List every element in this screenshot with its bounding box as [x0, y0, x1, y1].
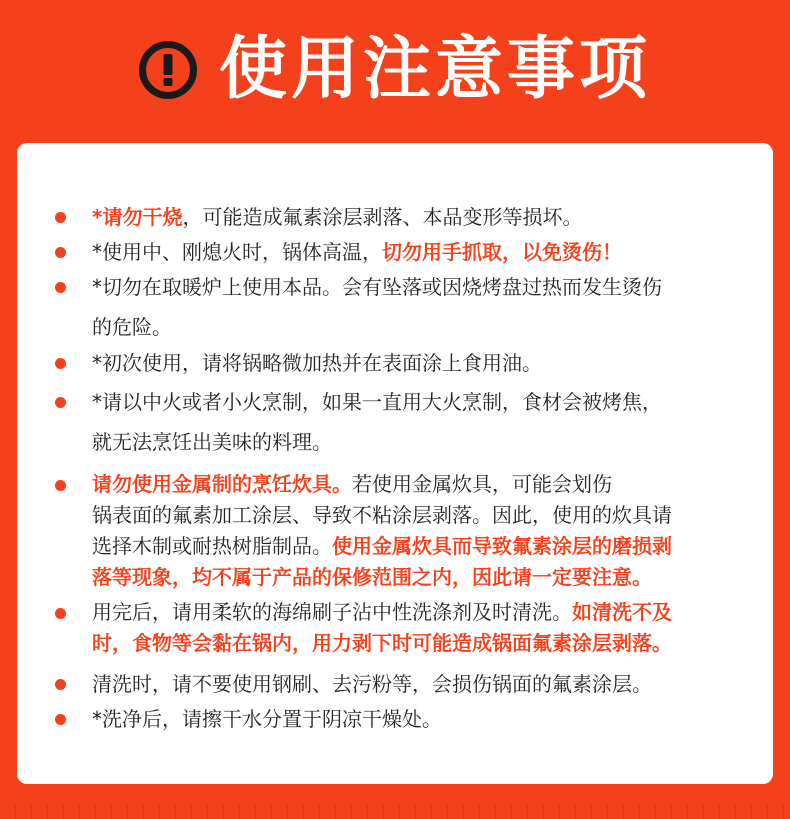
- bullet-dot-icon: [55, 282, 66, 293]
- body-text: 就无法烹饪出美味的料理。: [92, 430, 332, 454]
- body-text: 清洗时，请不要使用钢刷、去污粉等，会损伤锅面的氟素涂层。: [92, 672, 652, 696]
- notice-card: [17, 143, 773, 784]
- bullet-dot-icon: [55, 608, 66, 619]
- item-line: [92, 197, 764, 237]
- bullet-dot-icon: [55, 679, 66, 690]
- body-text: ，可能造成氟素涂层剥落、本品变形等损坏。: [182, 205, 583, 229]
- body-text: *使用中、刚熄火时，锅体高温，: [92, 240, 382, 264]
- header: [0, 0, 790, 140]
- bullet-dot-icon: [55, 247, 66, 258]
- body-text: 选择木制或耐热树脂制品。: [92, 534, 332, 558]
- body-text: 的危险。: [92, 315, 172, 339]
- highlight-text: *请勿干烧: [92, 205, 183, 229]
- item-line: [92, 343, 764, 383]
- item-text: [92, 664, 764, 704]
- bullet-dot-icon: [55, 480, 66, 491]
- body-text: *洗净后，请擦干水分置于阴凉干燥处。: [92, 707, 442, 731]
- bullet-dot-icon: [55, 358, 66, 369]
- item-line: [92, 531, 764, 562]
- item-text: [92, 197, 764, 237]
- item-line: [92, 628, 764, 659]
- item-text: [92, 232, 764, 272]
- item-line: [92, 469, 764, 500]
- highlight-text: 落等现象，均不属于产品的保修范围之内，因此请一定要注意。: [92, 565, 652, 589]
- highlight-text: 如清洗不及: [572, 600, 672, 624]
- body-text: *请以中火或者小火烹制，如果一直用大火烹制，食材会被烤焦，: [92, 390, 662, 414]
- item-text: [92, 699, 764, 739]
- body-text: 用完后，请用柔软的海绵刷子沾中性洗涤剂及时清洗。: [92, 600, 572, 624]
- item-line: [92, 232, 764, 272]
- item-line: [92, 422, 764, 462]
- exclamation-circle-icon: [139, 41, 197, 99]
- item-text: [92, 469, 764, 593]
- item-line: [92, 699, 764, 739]
- item-line: [92, 500, 764, 531]
- body-text: 锅表面的氟素加工涂层、导致不粘涂层剥落。因此，使用的炊具请: [92, 503, 672, 527]
- item-text: [92, 597, 764, 659]
- bullet-dot-icon: [55, 397, 66, 408]
- item-line: [92, 664, 764, 704]
- item-line: [92, 597, 764, 628]
- item-text: [92, 343, 764, 383]
- highlight-text: 时，食物等会黏在锅内，用力剥下时可能造成锅面氟素涂层剥落。: [92, 631, 672, 655]
- bottom-strip: [0, 804, 790, 819]
- item-line: [92, 267, 764, 307]
- highlight-text: 请勿使用金属制的烹饪炊具。: [92, 472, 352, 496]
- bullet-dot-icon: [55, 212, 66, 223]
- highlight-text: 切勿用手抓取，以免烫伤！: [382, 240, 622, 264]
- body-text: *初次使用，请将锅略微加热并在表面涂上食用油。: [92, 351, 542, 375]
- body-text: 若使用金属炊具，可能会划伤: [352, 472, 612, 496]
- body-text: *切勿在取暖炉上使用本品。会有坠落或因烧烤盘过热而发生烫伤: [92, 275, 662, 299]
- item-line: [92, 307, 764, 347]
- highlight-text: 使用金属炊具而导致氟素涂层的磨损剥: [332, 534, 672, 558]
- item-text: [92, 267, 764, 347]
- bullet-dot-icon: [55, 714, 66, 725]
- page-title: 使用注意事项: [218, 30, 651, 109]
- item-text: [92, 382, 764, 462]
- item-line: [92, 382, 764, 422]
- item-line: [92, 562, 764, 593]
